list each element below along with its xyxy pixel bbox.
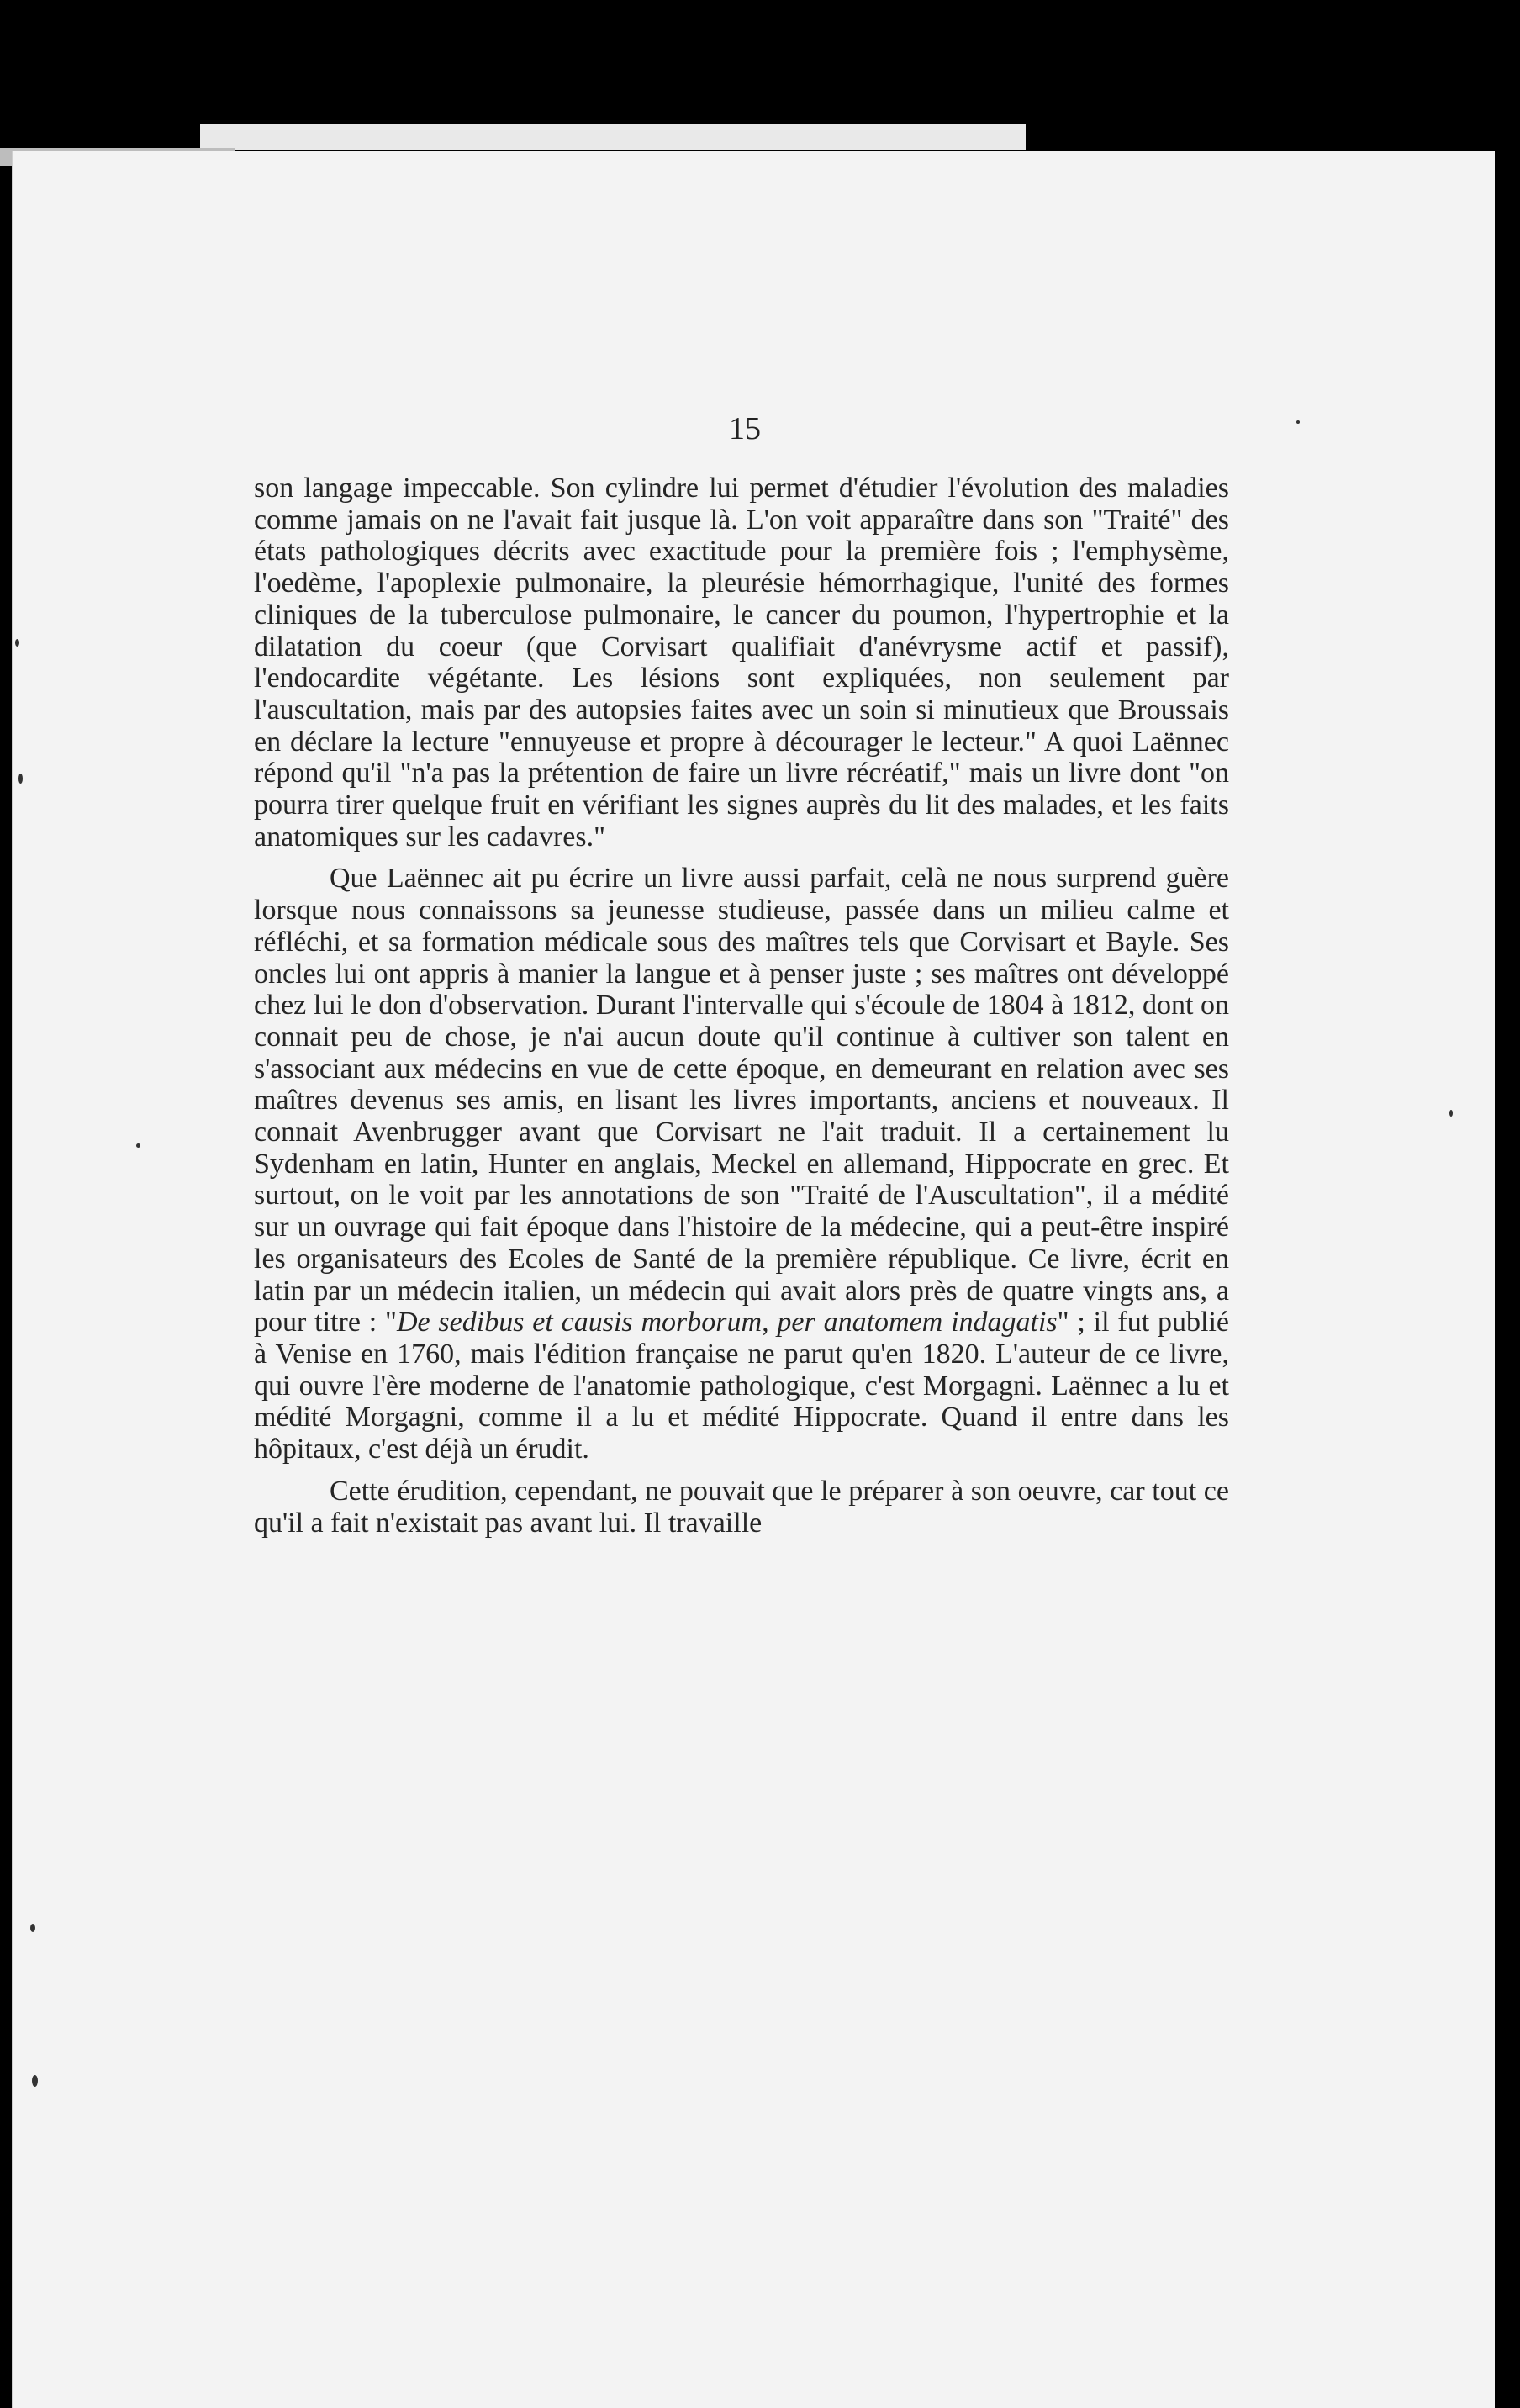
paragraph-2-run-3: " ; il fut publié à Venise en 1760, mais l'édition française ne parut qu'en 1820. L'auteur de ce livre, qui ouvre l'ère moderne de l'anatomie pathologique, c'est Morgagni. Laënnec a lu et médité Morgagni, comme il a lu et médité Hippocrate. Quand il entre dans les hôpitaux, c'est déjà un érudit. (254, 1307, 1229, 1465)
margin-speck (136, 1143, 140, 1148)
adjacent-page-edge (200, 124, 1026, 150)
paragraph-3 (254, 1476, 1229, 1539)
paragraph-3-run-1: Cette érudition, cependant, ne pouvait que le préparer à son oeuvre, car tout ce qu'il a fait n'existait pas avant lui. Il travaille (254, 1475, 1229, 1539)
margin-speck (1449, 1110, 1453, 1117)
paragraph-1 (254, 473, 1229, 853)
margin-speck (15, 639, 19, 647)
body-text (254, 473, 1229, 1539)
document-page (12, 151, 1495, 2408)
book-title-italic: De sedibus et causis morborum, per anatomem indagatis (396, 1307, 1058, 1339)
paragraph-2 (254, 863, 1229, 1465)
paragraph-1-run-1: son langage impeccable. Son cylindre lui permet d'étudier l'évolution des maladies comme jamais on ne l'avait fait jusque là. L'on voit apparaître dans son "Traité" des états pathologiques décrits avec exactitude pour la première fois ; l'emphysème, l'oedème, l'apoplexie pulmonaire, la pleurésie hémorrhagique, l'unité des formes cliniques de la tuberculose pulmonaire, le cancer du poumon, l'hypertrophie et la dilatation du coeur (que Corvisart qualifiait d'anévrysme actif et passif), l'endocardite végétante. Les lésions sont expliquées, non seulement par l'auscultation, mais par des autopsies faites avec un soin si minutieux que Broussais en déclare la lecture "ennuyeuse et propre à décourager le lecteur." A quoi Laënnec répond qu'il "n'a pas la prétention de faire un livre récréatif," mais un livre dont "on pourra tirer quelque fruit en vérifiant les signes auprès du lit des malades, et les faits anatomiques sur les cadavres." (254, 473, 1229, 853)
margin-speck (18, 774, 23, 784)
margin-speck (1296, 420, 1300, 424)
margin-speck (30, 1924, 35, 1932)
paragraph-2-run-1: Que Laënnec ait pu écrire un livre aussi parfait, celà ne nous surprend guère lorsque nous connaissons sa jeunesse studieuse, passée dans un milieu calme et réfléchi, et sa formation médicale sous des maîtres tels que Corvisart et Bayle. Ses oncles lui ont appris à manier la langue et à penser juste ; ses maîtres ont développé chez lui le don d'observation. Durant l'intervalle qui s'écoule de 1804 à 1812, dont on connait peu de chose, je n'ai aucun doute qu'il continue à cultiver son talent en s'associant aux médecins en vue de cette époque, en demeurant en relation avec ses maîtres devenus ses amis, en lisant les livres importants, anciens et nouveaux. Il connait Avenbrugger avant que Corvisart ne l'ait traduit. Il a certainement lu Sydenham en latin, Hunter en anglais, Meckel en allemand, Hippocrate en grec. Et surtout, on le voit par les annotations de son "Traité de l'Auscultation", il a médité sur un ouvrage qui fait époque dans l'histoire de la médecine, qui a peut-être inspiré les organisateurs des Ecoles de Santé de la première république. Ce livre, écrit en latin par un médecin italien, un médecin qui avait alors près de quatre vingts ans, a pour titre : " (254, 863, 1229, 1339)
page-number: 15 (729, 411, 761, 446)
margin-speck (32, 2075, 38, 2087)
